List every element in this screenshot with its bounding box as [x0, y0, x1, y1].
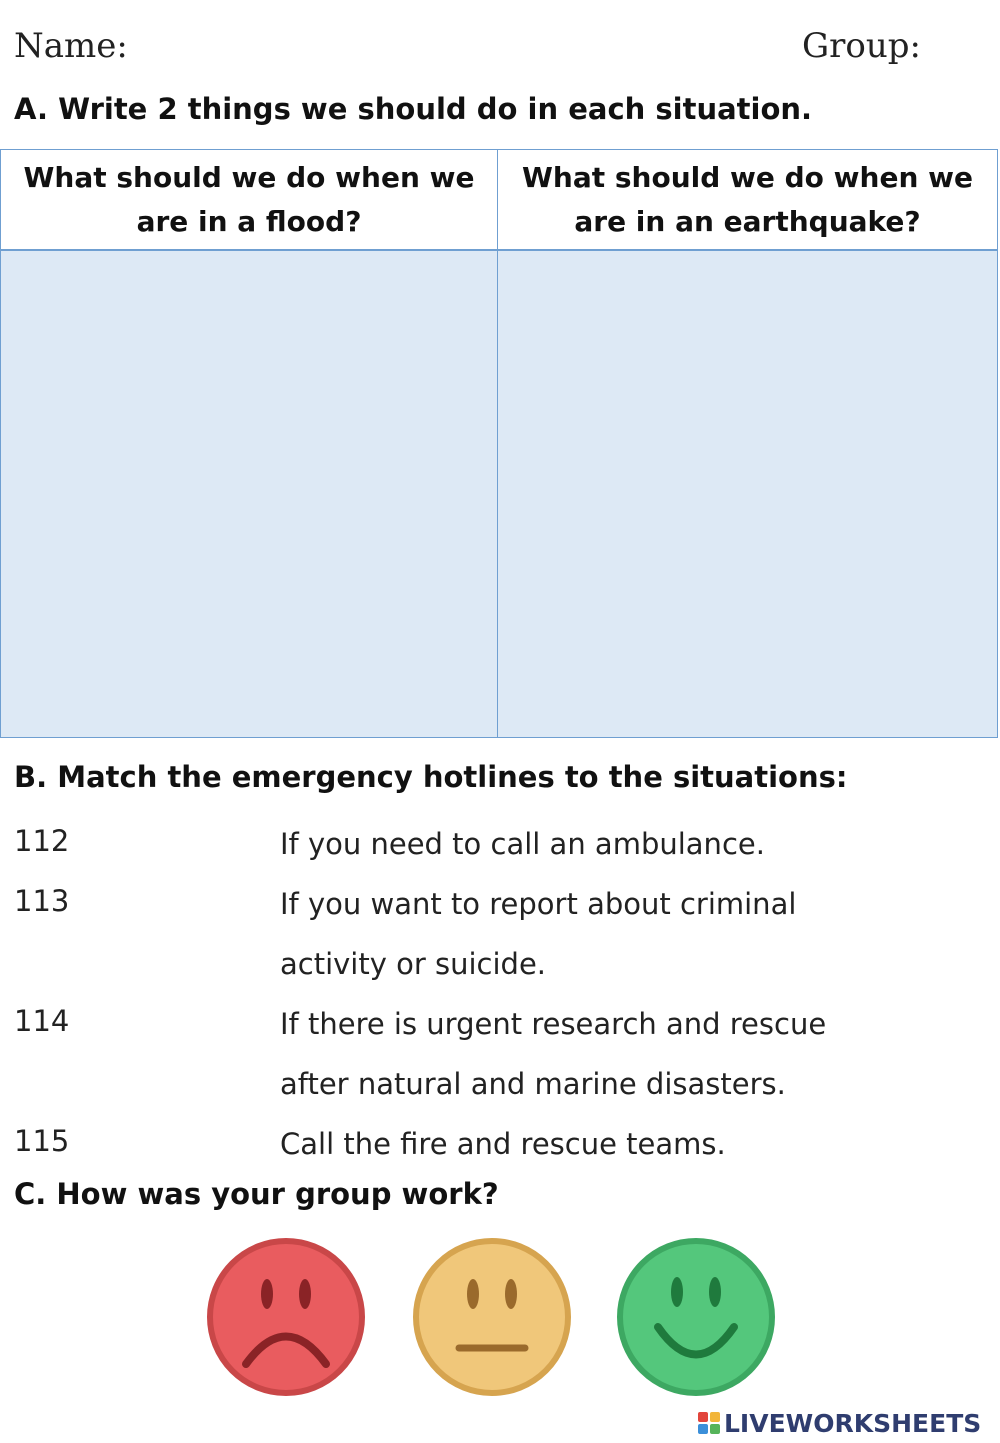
logo-blocks-icon: [698, 1412, 720, 1434]
sad-face-icon[interactable]: [206, 1237, 366, 1397]
flood-column-header: [1, 150, 498, 251]
liveworksheets-logo: [698, 1408, 981, 1438]
hotline-description-line: If you want to report about criminal: [280, 887, 797, 921]
earthquake-header-line-2: are in an earthquake?: [574, 204, 921, 238]
hotline-description-line: If you need to call an ambulance.: [280, 827, 765, 861]
earthquake-column-header: [498, 150, 997, 251]
group-label: Group:: [802, 26, 921, 66]
hotline-description-line: If there is urgent research and rescue: [280, 1007, 827, 1041]
flood-answer-field[interactable]: [1, 251, 498, 737]
hotline-description: [280, 874, 980, 994]
hotline-description-line: Call the fire and rescue teams.: [280, 1127, 726, 1161]
hotline-description: [280, 994, 980, 1114]
happy-face-icon[interactable]: [616, 1237, 776, 1397]
hotline-description: [280, 1114, 980, 1174]
hotline-number: 112: [14, 824, 70, 858]
name-label: Name:: [14, 26, 128, 66]
flood-header-line-2: are in a flood?: [136, 204, 362, 238]
flood-header-line-1: What should we do when we: [23, 160, 475, 194]
section-a-heading: A. Write 2 things we should do in each situation.: [14, 92, 813, 126]
hotline-description-line: activity or suicide.: [280, 947, 547, 981]
hotline-number: 115: [14, 1124, 70, 1158]
earthquake-header-line-1: What should we do when we: [522, 160, 973, 194]
hotline-number: 113: [14, 884, 70, 918]
section-c-heading: C. How was your group work?: [14, 1177, 499, 1211]
logo-text: LIVEWORKSHEETS: [724, 1408, 982, 1438]
hotline-number: 114: [14, 1004, 70, 1038]
earthquake-answer-field[interactable]: [498, 251, 997, 737]
hotline-description: [280, 814, 980, 874]
section-b-heading: B. Match the emergency hotlines to the situations:: [14, 760, 848, 794]
answer-table: [0, 149, 998, 738]
hotline-description-line: after natural and marine disasters.: [280, 1067, 786, 1101]
neutral-face-icon[interactable]: [412, 1237, 572, 1397]
